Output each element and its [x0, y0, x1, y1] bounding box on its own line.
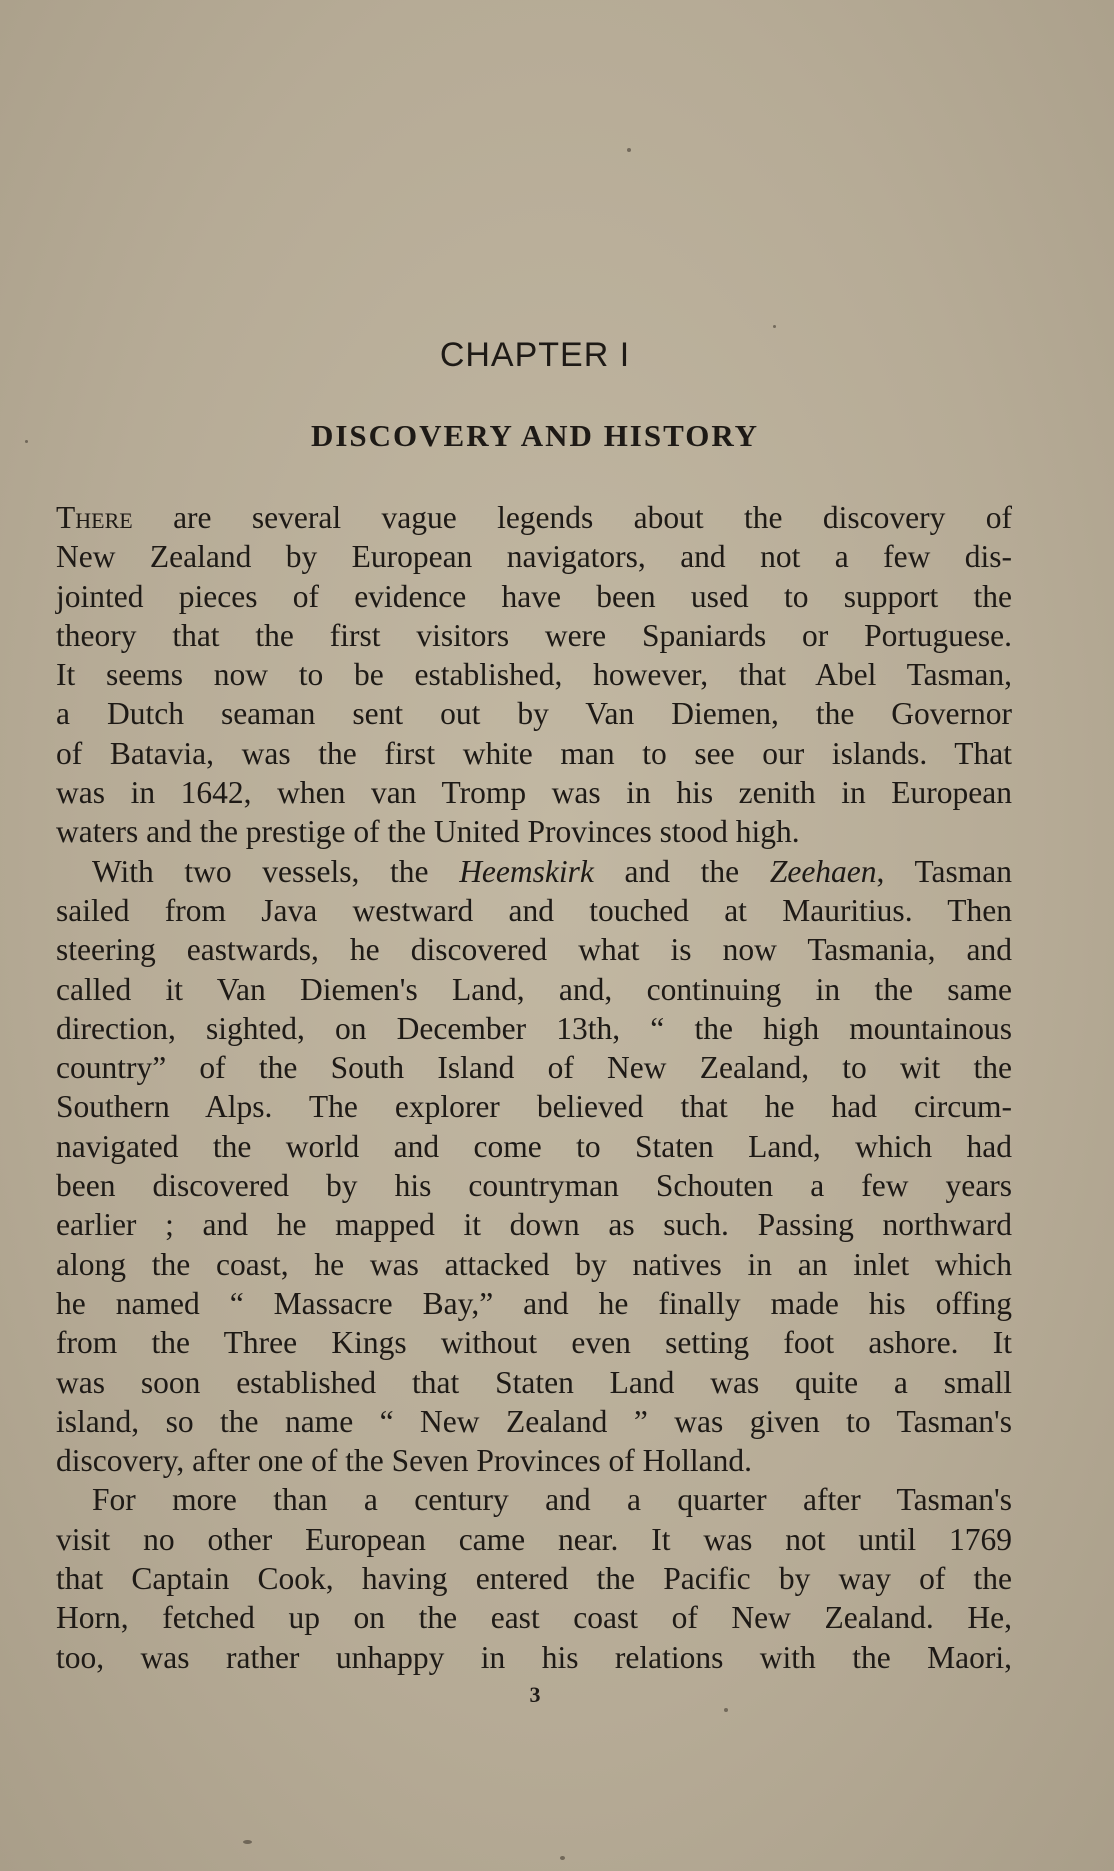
text-line: a Dutch seaman sent out by Van Diemen, the Governor	[56, 696, 1012, 732]
text-line: visit no other European came near. It was not until 1769	[56, 1521, 1012, 1557]
text-line: Southern Alps. The explorer believed that he had circum-	[56, 1089, 1012, 1125]
paper-speck	[773, 325, 776, 328]
text-line: along the coast, he was attacked by natives in an inlet which	[56, 1246, 1012, 1282]
text-line: was soon established that Staten Land was quite a small	[56, 1364, 1012, 1400]
text-line: was in 1642, when van Tromp was in his zenith in European	[56, 775, 1012, 811]
text-line: There are several vague legends about the discovery of	[56, 500, 1012, 535]
ship-name: Zeehaen	[769, 853, 877, 889]
paper-speck	[243, 1840, 252, 1844]
text-line: navigated the world and come to Staten Land, which had	[56, 1128, 1012, 1164]
chapter-title: DISCOVERY AND HISTORY	[310, 418, 760, 453]
text-line: that Captain Cook, having entered the Pacific by way of the	[56, 1561, 1012, 1597]
text-line: Horn, fetched up on the east coast of New Zealand. He,	[56, 1600, 1012, 1636]
text-line: It seems now to be established, however, that Abel Tasman,	[56, 657, 1012, 693]
text-line: direction, sighted, on December 13th, “ the high mountainous	[56, 1010, 1012, 1046]
text-line: from the Three Kings without even setting foot ashore. It	[56, 1325, 1012, 1361]
text-line: he named “ Massacre Bay,” and he finally made his offing	[56, 1285, 1012, 1321]
ship-name: Heemskirk	[459, 853, 594, 889]
text-line: steering eastwards, he discovered what is now Tasmania, and	[56, 932, 1012, 968]
drop-word: There	[56, 500, 133, 535]
chapter-heading: CHAPTER I	[439, 336, 631, 374]
text-line: New Zealand by European navigators, and not a few dis-	[56, 539, 1012, 575]
paper-speck	[560, 1856, 565, 1860]
text-line: For more than a century and a quarter after Tasman's	[92, 1482, 1012, 1518]
paper-speck	[627, 148, 631, 152]
text-line: too, was rather unhappy in his relations with the Maori,	[56, 1639, 1012, 1675]
text-line: been discovered by his countryman Schouten a few years	[56, 1168, 1012, 1204]
text-line: island, so the name “ New Zealand ” was given to Tasman's	[56, 1403, 1012, 1439]
text-line: jointed pieces of evidence have been used to support the	[56, 578, 1012, 614]
text-line: country” of the South Island of New Zealand, to wit the	[56, 1050, 1012, 1086]
text-line: earlier ; and he mapped it down as such. Passing northward	[56, 1207, 1012, 1243]
text-line: sailed from Java westward and touched at Mauritius. Then	[56, 892, 1012, 928]
text-line: discovery, after one of the Seven Provinces of Holland.	[56, 1443, 752, 1479]
body-text	[56, 498, 1012, 1677]
page-number: 3	[529, 1682, 541, 1707]
text-line: waters and the prestige of the United Provinces stood high.	[56, 814, 800, 850]
text-line: theory that the first visitors were Spaniards or Portuguese.	[56, 617, 1012, 653]
text-line: called it Van Diemen's Land, and, continuing in the same	[56, 971, 1012, 1007]
paper-speck	[25, 440, 28, 443]
text-line: With two vessels, the Heemskirk and the Zeehaen, Tasman	[92, 853, 1013, 889]
text-line: of Batavia, was the first white man to see our islands. That	[56, 735, 1012, 771]
paper-speck	[724, 1708, 728, 1712]
